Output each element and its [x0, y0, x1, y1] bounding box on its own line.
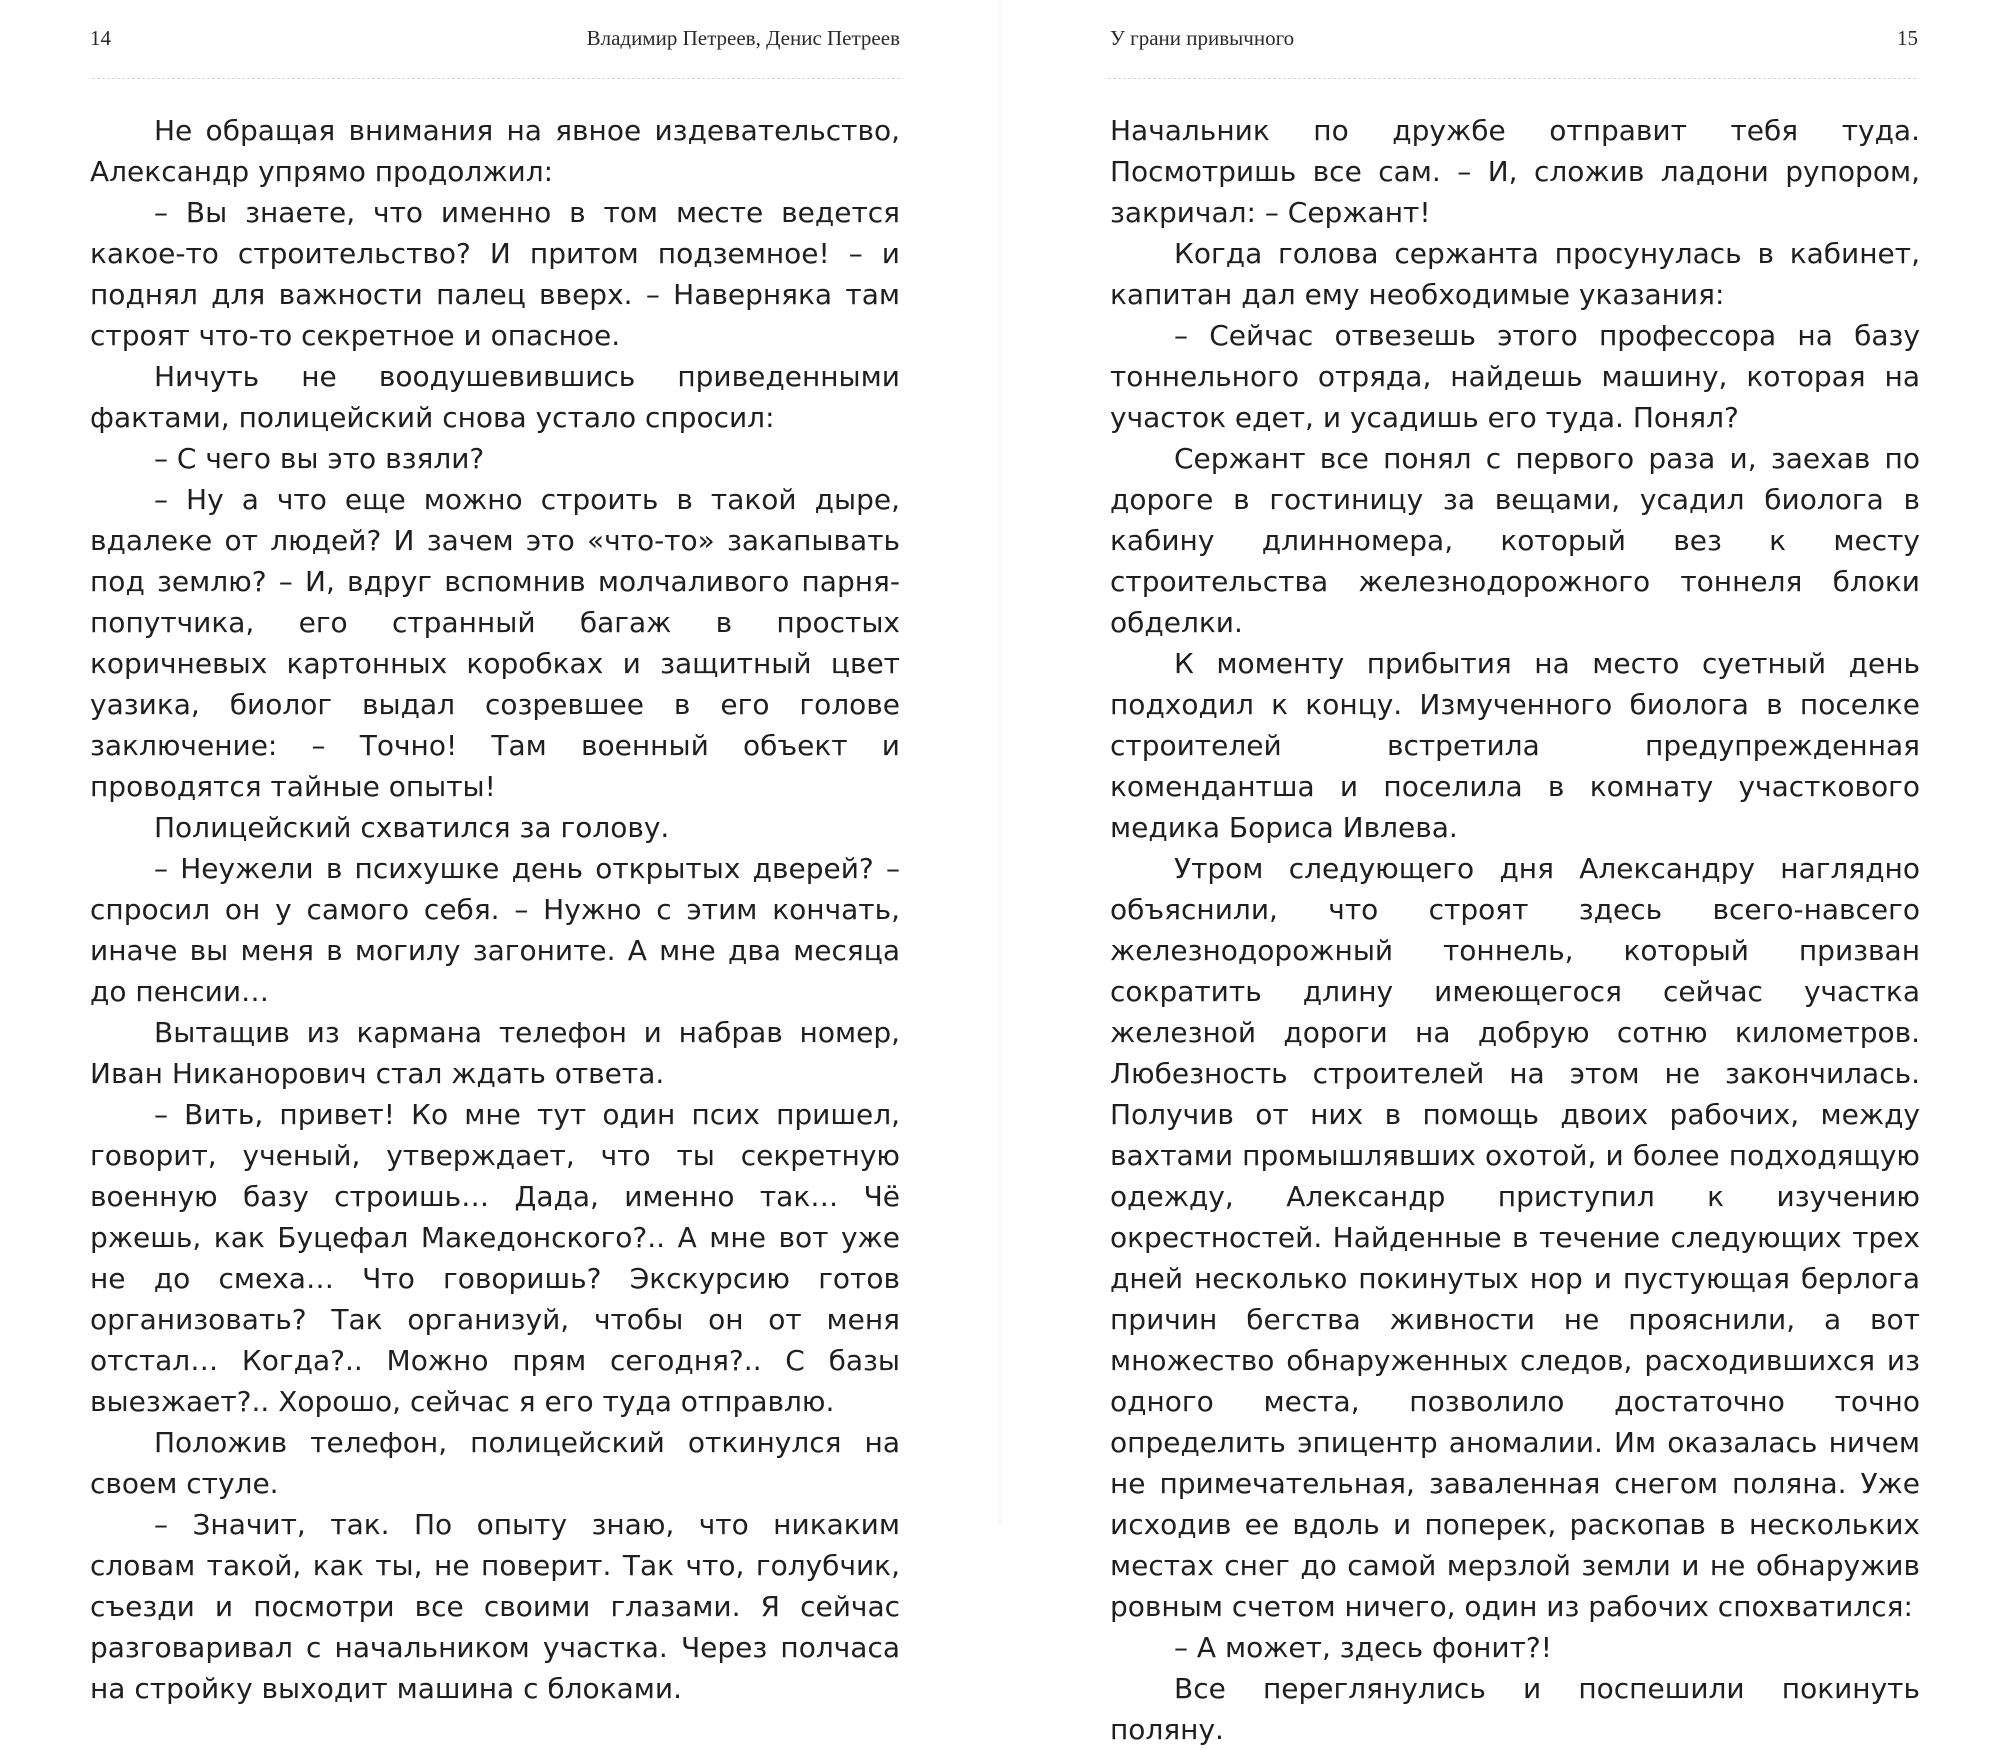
paragraph: Вытащив из кармана телефон и набрав номер, Иван Никанорович стал ждать ответа. — [90, 1016, 900, 1090]
right-page — [1000, 0, 2000, 1746]
left-page-body — [90, 110, 900, 1709]
page-number-right: 15 — [1897, 26, 1918, 50]
paragraph: – А может, здесь фонит?! — [1174, 1631, 1553, 1664]
left-page — [0, 0, 1000, 1705]
paragraph: Не обращая внимания на явное издевательство, Александр упрямо продолжил: — [90, 114, 900, 188]
header-rule-left — [92, 78, 900, 79]
right-page-body — [1110, 110, 1920, 1750]
paragraph: Когда голова сержанта просунулась в кабинет, капитан дал ему необходимые указания: — [1110, 237, 1920, 311]
paragraph: – С чего вы это взяли? — [154, 442, 485, 475]
paragraph: Ничуть не воодушевившись приведенными фактами, полицейский снова устало спросил: — [90, 360, 900, 434]
running-header-authors: Владимир Петреев, Денис Петреев — [586, 26, 900, 50]
paragraph: К моменту прибытия на место суетный день подходил к концу. Измученного биолога в поселке строителей встретила предупрежденная комендантша и поселила в комнату участкового медика Бориса Ивлева. — [1110, 647, 1920, 844]
paragraph: Полицейский схватился за голову. — [154, 811, 670, 844]
page-number-left: 14 — [90, 26, 111, 50]
paragraph: Сержант все понял с первого раза и, заехав по дороге в гостиницу за вещами, усадил биолога в кабину длинномера, который вез к месту строительства железнодорожного тоннеля блоки обделки. — [1110, 442, 1920, 639]
paragraph: – Ну а что еще можно строить в такой дыре, вдалеке от людей? И зачем это «что-то» закапывать под землю? – И, вдруг вспомнив молчаливого парня-попутчика, его странный багаж в простых коричневых картонных коробках и защитный цвет уазика, биолог выдал созревшее в его голове заключение: – Точно! Там военный объект и проводятся тайные опыты! — [90, 483, 900, 803]
running-header-title: У грани привычного — [1110, 26, 1295, 50]
paragraph: Утром следующего дня Александру наглядно объяснили, что строят здесь всего-навсего железнодорожный тоннель, который призван сократить длину имеющегося сейчас участка железной дороги на добрую сотню километров. Любезность строителей на этом не закончилась. Получив от них в помощь двоих рабочих, между вахтами промышлявших охотой, и более подходящую одежду, Александр приступил к изучению окрестностей. Найденные в течение следующих трех дней несколько покинутых нор и пустующая берлога причин бегства живности не прояснили, а вот множество обнаруженных следов, расходившихся из одного места, позволило достаточно точно определить эпицентр аномалии. Им оказалась ничем не примечательная, заваленная снегом поляна. Уже исходив ее вдоль и поперек, раскопав в нескольких местах снег до самой мерзлой земли и не обнаружив ровным счетом ничего, один из рабочих спохватился: — [1110, 852, 1920, 1623]
paragraph: Положив телефон, полицейский откинулся на своем стуле. — [90, 1426, 900, 1500]
continued-paragraph: Начальник по дружбе отправит тебя туда. Посмотришь все сам. – И, сложив ладони рупором, закричал: – Сержант! — [1110, 114, 1920, 229]
paragraph: – Вить, привет! Ко мне тут один псих пришел, говорит, ученый, утверждает, что ты секретную военную базу строишь… Дада, именно так… Чё ржешь, как Буцефал Македонского?.. А мне вот уже не до смеха… Что говоришь? Экскурсию готов организовать? Так организуй, чтобы он от меня отстал… Когда?.. Можно прям сегодня?.. С базы выезжает?.. Хорошо, сейчас я его туда отправлю. — [90, 1098, 900, 1418]
paragraph: – Значит, так. По опыту знаю, что никаким словам такой, как ты, не поверит. Так что, голубчик, съезди и посмотри все своими глазами. Я сейчас разговаривал с начальником участка. Через полчаса на стройку выходит машина с блоками. — [90, 1508, 900, 1705]
paragraph: – Неужели в психушке день открытых дверей? – спросил он у самого себя. – Нужно с этим кончать, иначе вы меня в могилу загоните. А мне два месяца до пенсии… — [90, 852, 900, 1008]
paragraph: – Сейчас отвезешь этого профессора на базу тоннельного отряда, найдешь машину, которая на участок едет, и усадишь его туда. Понял? — [1110, 319, 1920, 434]
header-rule-right — [1108, 78, 1916, 79]
paragraph: – Вы знаете, что именно в том месте ведется какое-то строительство? И притом подземное! – и поднял для важности палец вверх. – Наверняка там строят что-то секретное и опасное. — [90, 196, 900, 352]
paragraph: Все переглянулись и поспешили покинуть поляну. — [1110, 1672, 1920, 1746]
